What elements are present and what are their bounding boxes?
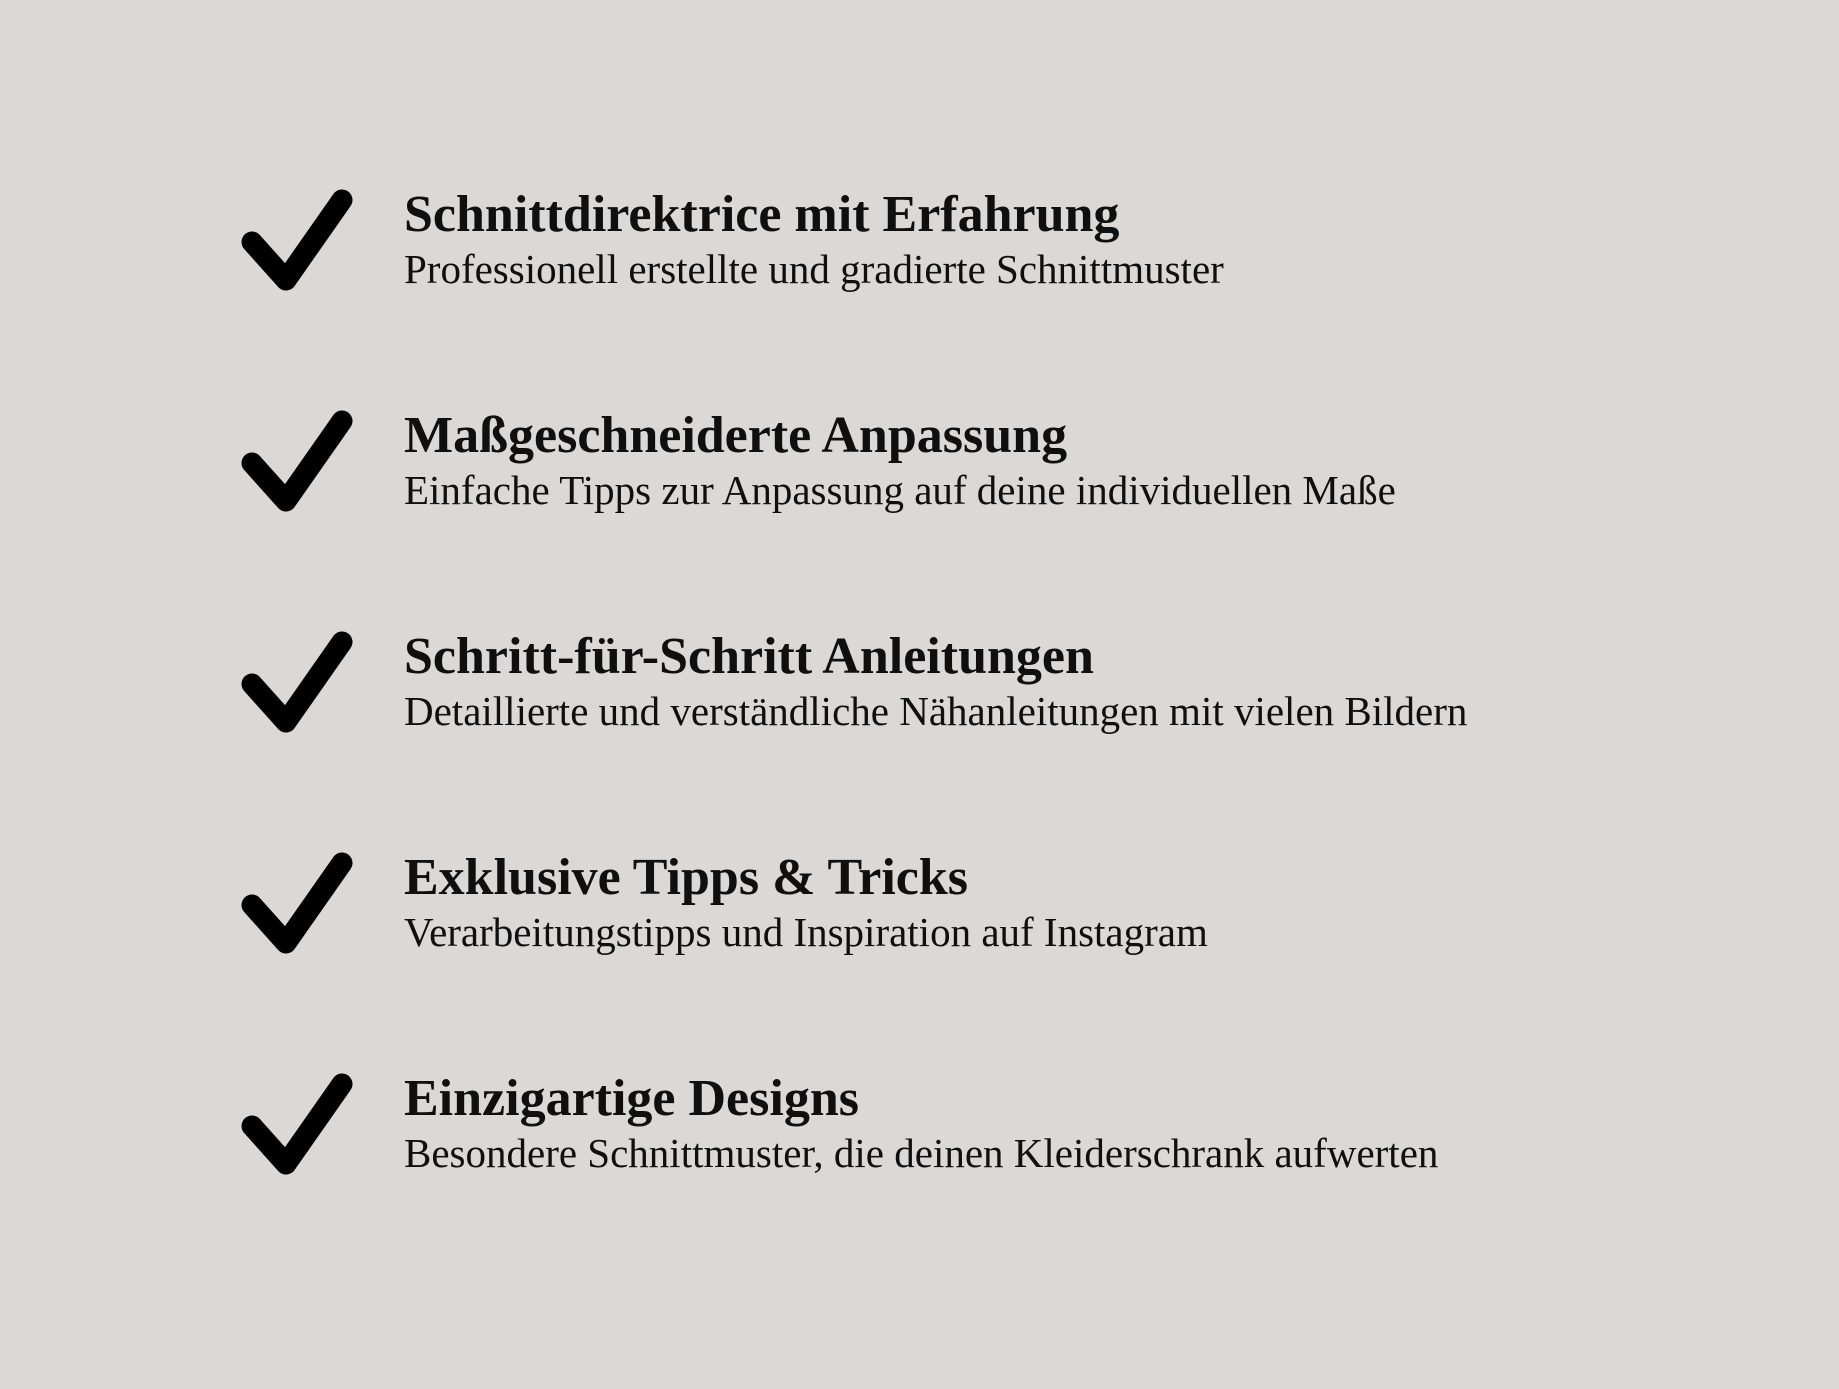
feature-description: Detaillierte und verständliche Nähanleitungen mit vielen Bildern [404, 688, 1468, 734]
checkmark-icon [240, 628, 354, 736]
checkmark-icon [240, 186, 354, 294]
feature-item-instructions [240, 628, 1467, 853]
feature-list [240, 186, 1468, 1295]
feature-description: Einfache Tipps zur Anpassung auf deine individuellen Maße [404, 467, 1396, 513]
feature-item-fitting [240, 407, 1467, 632]
checkmark-icon [240, 407, 354, 515]
feature-item-designs [240, 1070, 1467, 1295]
feature-item-experience [240, 186, 1467, 411]
checkmark-icon [240, 1070, 354, 1178]
feature-description: Professionell erstellte und gradierte Schnittmuster [404, 246, 1224, 292]
feature-title: Einzigartige Designs [404, 1070, 859, 1127]
feature-item-tips [240, 849, 1467, 1074]
feature-title: Exklusive Tipps & Tricks [404, 849, 969, 906]
feature-description: Verarbeitungstipps und Inspiration auf Instagram [404, 909, 1208, 955]
feature-description: Besondere Schnittmuster, die deinen Kleiderschrank aufwerten [404, 1130, 1439, 1176]
feature-title: Maßgeschneiderte Anpassung [404, 407, 1068, 464]
feature-title: Schritt-für-Schritt Anleitungen [404, 628, 1094, 685]
checkmark-icon [240, 849, 354, 957]
feature-title: Schnittdirektrice mit Erfahrung [404, 186, 1120, 243]
